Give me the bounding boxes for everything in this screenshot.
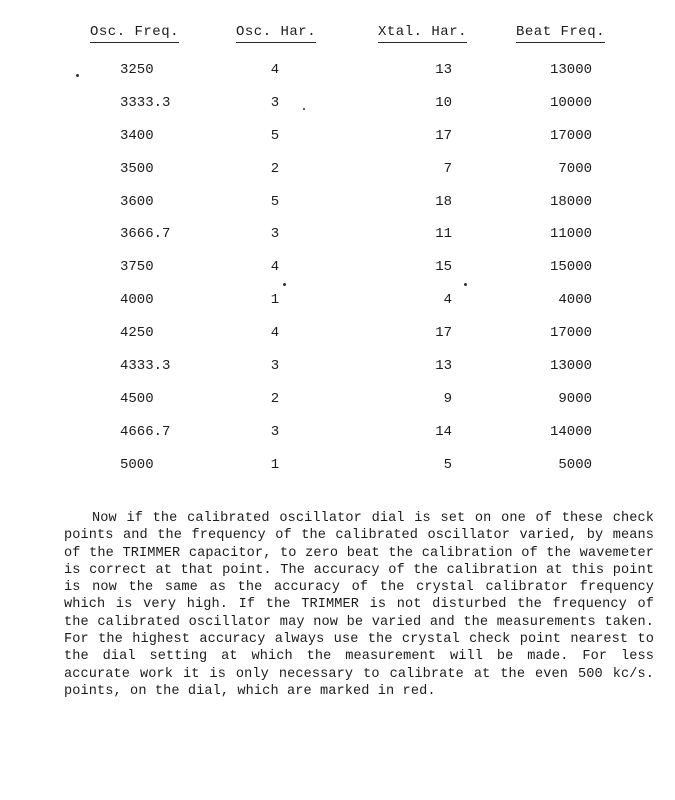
beat-freq-cell: 17000 [549,127,592,144]
table-row [0,387,675,420]
beat-freq-cell: 10000 [549,94,592,111]
scan-speck [303,108,305,110]
beat-freq-cell: 4000 [558,292,592,309]
table-row [0,354,675,387]
xtal-har-cell: 18 [435,193,452,210]
table-row [0,157,675,190]
osc-har-cell: 3 [270,423,280,440]
scan-speck [283,283,286,286]
beat-freq-cell: 18000 [549,193,592,210]
table-row [0,288,675,321]
header-osc-har: Osc. Har. [236,24,316,43]
table-row [0,124,675,157]
table-row [0,190,675,223]
osc-freq-cell: 3333.3 [120,94,171,111]
osc-har-cell: 5 [270,193,280,210]
osc-har-cell: 1 [270,292,280,309]
osc-har-cell: 3 [270,358,280,375]
scan-speck [464,283,467,286]
beat-freq-cell: 17000 [549,325,592,342]
beat-freq-cell: 13000 [549,62,592,78]
osc-har-cell: 1 [270,456,280,473]
xtal-har-cell: 17 [435,127,452,144]
osc-freq-cell: 3250 [120,62,154,78]
calibration-table [0,58,675,486]
xtal-har-cell: 7 [443,160,452,177]
osc-har-cell: 2 [270,160,280,177]
osc-freq-cell: 3750 [120,259,154,276]
beat-freq-cell: 13000 [549,358,592,375]
xtal-har-cell: 10 [435,94,452,111]
beat-freq-cell: 9000 [558,390,592,407]
osc-har-cell: 4 [270,62,280,78]
osc-freq-cell: 4666.7 [120,423,171,440]
osc-har-cell: 3 [270,94,280,111]
table-row [0,453,675,486]
table-row [0,321,675,354]
beat-freq-cell: 7000 [558,160,592,177]
xtal-har-cell: 17 [435,325,452,342]
xtal-har-cell: 13 [435,358,452,375]
xtal-har-cell: 15 [435,259,452,276]
xtal-har-cell: 4 [443,292,452,309]
osc-freq-cell: 4333.3 [120,358,171,375]
xtal-har-cell: 9 [443,390,452,407]
table-row [0,91,675,124]
osc-freq-cell: 3666.7 [120,226,171,243]
osc-freq-cell: 4000 [120,292,154,309]
table-row [0,58,675,91]
beat-freq-cell: 14000 [549,423,592,440]
osc-har-cell: 3 [270,226,280,243]
osc-freq-cell: 5000 [120,456,154,473]
osc-freq-cell: 3500 [120,160,154,177]
osc-har-cell: 4 [270,325,280,342]
table-row [0,255,675,288]
header-beat-freq: Beat Freq. [516,24,605,43]
body-paragraph [64,510,654,700]
osc-har-cell: 5 [270,127,280,144]
xtal-har-cell: 14 [435,423,452,440]
osc-freq-cell: 3400 [120,127,154,144]
beat-freq-cell: 5000 [558,456,592,473]
osc-har-cell: 4 [270,259,280,276]
table-row [0,420,675,453]
xtal-har-cell: 11 [435,226,452,243]
osc-freq-cell: 4250 [120,325,154,342]
header-osc-freq: Osc. Freq. [90,24,179,43]
table-row [0,222,675,255]
xtal-har-cell: 5 [443,456,452,473]
osc-har-cell: 2 [270,390,280,407]
header-xtal-har: Xtal. Har. [378,24,467,43]
scan-speck [76,74,79,77]
beat-freq-cell: 11000 [549,226,592,243]
body-text: Now if the calibrated oscillator dial is set on one of these check points and the frequency of the calibrated oscillator varied, by means of the TRIMMER capacitor, to zero beat the calibration of the wavemeter is correct at that point. The accuracy of the calibration at this point is now the same as the accuracy of the crystal calibrator frequency which is very high. If the TRIMMER is not disturbed the frequency of the calibrated oscillator may now be varied and the measurements taken. For the highest accuracy always use the crystal check point nearest to the dial setting at which the measurement will be made. For less accurate work it is only necessary to calibrate at the even 500 kc/s. points, on the dial, which are marked in red. [64,511,654,699]
osc-freq-cell: 4500 [120,390,154,407]
osc-freq-cell: 3600 [120,193,154,210]
beat-freq-cell: 15000 [549,259,592,276]
xtal-har-cell: 13 [435,62,452,78]
